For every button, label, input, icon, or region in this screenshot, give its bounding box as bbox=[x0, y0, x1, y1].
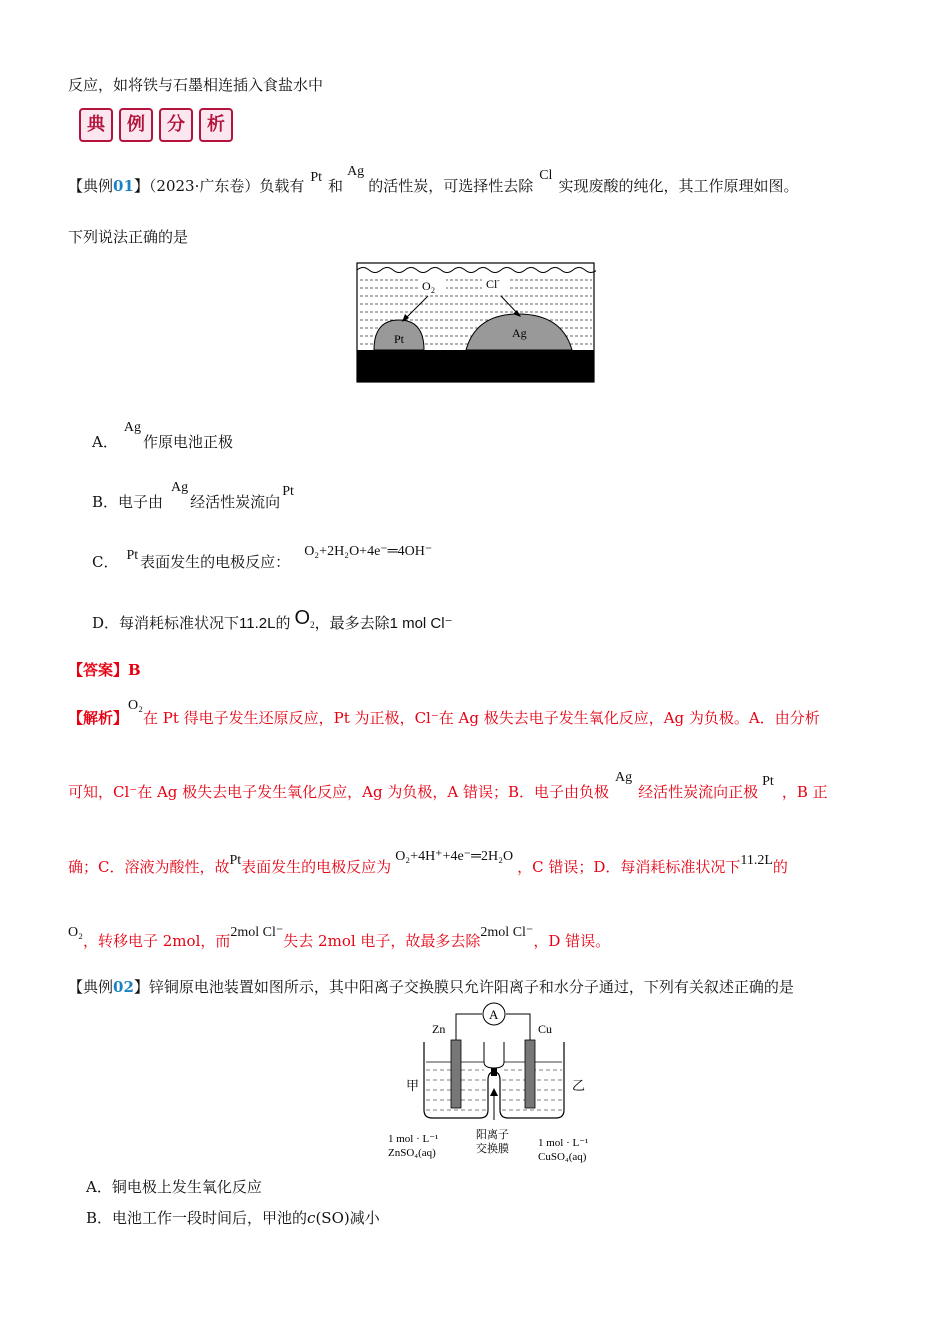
svg-text:ZnSO₄(aq): ZnSO₄(aq) bbox=[388, 1147, 436, 1159]
o2-label: O bbox=[422, 279, 431, 293]
badge-char: 析 bbox=[199, 108, 233, 142]
option-b[interactable]: B．电子由Ag经活性炭流向Pt bbox=[92, 480, 294, 511]
ammeter-label: A bbox=[489, 1007, 499, 1022]
intro-text: 反应，如将铁与石墨相连插入食盐水中 bbox=[68, 76, 324, 94]
analysis-line-4: O₂，转移电子 2mol，而2mol Cl⁻失去 2mol 电子，故最多去除2mol Cl⁻，D 错误。 bbox=[68, 925, 611, 950]
o2-subscript: 2 bbox=[431, 286, 435, 295]
svg-text:交换膜: 交换膜 bbox=[476, 1143, 509, 1155]
svg-text:阳离子: 阳离子 bbox=[476, 1129, 509, 1141]
activated-carbon-figure bbox=[356, 262, 596, 384]
yi-label: 乙 bbox=[572, 1078, 586, 1093]
equation-c: O₂+2H₂O+4e⁻═4OH⁻ bbox=[304, 544, 433, 559]
option-c[interactable]: C． Pt 表面发生的电极反应：O₂+2H₂O+4e⁻═4OH⁻ bbox=[92, 544, 433, 571]
option-d[interactable]: D．每消耗标准状况下11.2L的 O2，最多去除1 mol Cl⁻ bbox=[92, 607, 453, 632]
answer: 【答案】B bbox=[68, 661, 141, 679]
svg-text:-: - bbox=[497, 276, 500, 285]
equation-analysis: O₂+4H⁺+4e⁻═2H₂O bbox=[395, 849, 514, 864]
ag-electrode-label: Ag bbox=[512, 326, 527, 340]
ex2-option-a[interactable]: A．铜电极上发生氧化反应 bbox=[86, 1178, 262, 1196]
jia-label: 甲 bbox=[406, 1078, 420, 1093]
cu-label: Cu bbox=[538, 1022, 553, 1036]
example1-number: 01 bbox=[113, 177, 134, 195]
badge-char: 例 bbox=[119, 108, 153, 142]
svg-text:CuSO₄(aq): CuSO₄(aq) bbox=[538, 1151, 587, 1163]
analysis-line-3: 确；C．溶液为酸性，故Pt表面发生的电极反应为O₂+4H⁺+4e⁻═2H₂O，C 错误；D．每消耗标准状况下11.2L的 bbox=[68, 849, 788, 876]
example1-stem: 【典例01】（2023·广东卷）负载有 Pt 和Ag的活性炭，可选择性去除Cl实现废酸的纯化，其工作原理如图。 bbox=[68, 164, 799, 195]
cl-label: Cl bbox=[486, 277, 498, 291]
answer-value: B bbox=[128, 661, 141, 679]
badge-char: 典 bbox=[79, 108, 113, 142]
example-analysis-badge bbox=[79, 108, 239, 142]
option-a[interactable]: A．Ag作原电池正极 bbox=[92, 420, 233, 451]
zinc-copper-cell-figure bbox=[384, 1000, 604, 1168]
example2-number: 02 bbox=[113, 978, 134, 996]
ex2-option-b[interactable]: B．电池工作一段时间后，甲池的c(SO)减小 bbox=[86, 1209, 380, 1227]
zn-label: Zn bbox=[432, 1022, 446, 1036]
svg-text:1 mol · L⁻¹: 1 mol · L⁻¹ bbox=[388, 1133, 439, 1145]
badge-char: 分 bbox=[159, 108, 193, 142]
svg-text:1 mol · L⁻¹: 1 mol · L⁻¹ bbox=[538, 1137, 589, 1149]
example2-stem: 【典例02】锌铜原电池装置如图所示，其中阳离子交换膜只允许阳离子和水分子通过，下列有关叙述正确的是 bbox=[68, 978, 794, 996]
analysis-line-2: 可知，Cl⁻在 Ag 极失去电子发生氧化反应，Ag 为负极，A 错误；B．电子由负极Ag经活性炭流向正极Pt，B 正 bbox=[68, 770, 828, 801]
analysis-line-1: 【解析】O₂在 Pt 得电子发生还原反应，Pt 为正极，Cl⁻在 Ag 极失去电子发生氧化反应，Ag 为负极。A．由分析 bbox=[68, 698, 820, 727]
pt-electrode-label: Pt bbox=[394, 332, 405, 346]
example1-question: 下列说法正确的是 bbox=[68, 228, 189, 246]
